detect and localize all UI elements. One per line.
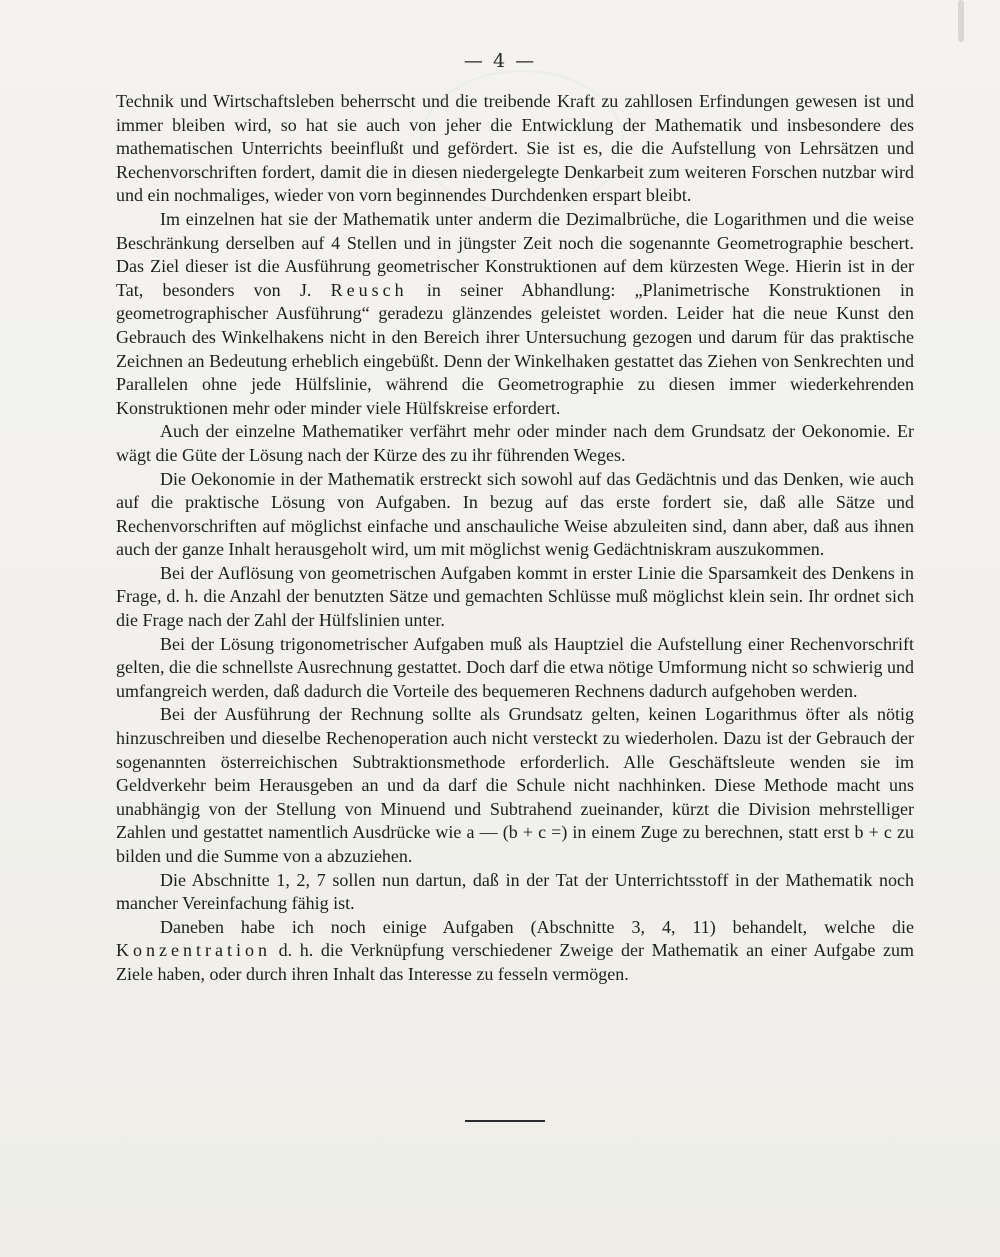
paragraph-9-text-b: d. h. die Verknüpfung verschiedener Zweige der Mathematik an einer Aufgabe zum Ziele haben, oder durch ihren Inhalt das Interesse zu fesseln vermögen. (116, 940, 914, 984)
paragraph-4-text: Die Oekonomie in der Mathematik erstreckt sich sowohl auf das Gedächtnis und das Denken, wie auch auf die praktische Lösung von Aufgaben. In bezug auf das erste fordert sie, daß alle Sätze und Rechenvorschriften auf möglichst einfache und anschauliche Weise abzuleiten sind, dann aber, daß aus ihnen auch der ganze Inhalt herausgeholt wird, um mit möglichst wenig Gedächtniskram auszukommen. (116, 468, 914, 560)
paragraph-3 (116, 420, 914, 467)
paragraph-8 (116, 869, 914, 916)
paragraph-2-text-b: in seiner Abhandlung: „Planimetrische Konstruktionen in geometrographischer Ausführung“ geradezu glänzendes geleistet worden. Leider hat die neue Kunst den Gebrauch des Winkelhakens nicht in den Bereich ihrer Untersuchung gezogen und darum für das praktische Zeichnen an Bedeutung erheblich eingebüßt. Denn der Winkelhaken gestattet das Ziehen von Senkrechten und Parallelen ohne jede Hülfslinie, während die Geometrographie zu diesen immer wiederkehrenden Konstruktionen mehr oder minder viele Hülfskreise erfordert. (116, 279, 914, 418)
paragraph-7-text: Bei der Ausführung der Rechnung sollte als Grundsatz gelten, keinen Logarithmus öfter als nötig hinzuschreiben und dieselbe Rechenoperation auch nicht versteckt zu wiederholen. Dazu ist der Gebrauch der sogenannten österreichischen Subtraktionsmethode erforderlich. Alle Geschäftsleute wenden sie im Geldverkehr beim Herausgeben an und da darf die Schule nicht nachhinken. Diese Methode macht uns unabhängig von der Stellung von Minuend und Subtrahend zueinander, kürzt die Division mehrstelliger Zahlen und gestattet namentlich Ausdrücke wie a — (b + c =) in einem Zuge zu berechnen, statt erst b + c zu bilden und die Summe von a abzuziehen. (116, 704, 914, 866)
paragraph-7 (116, 703, 914, 868)
paragraph-1 (116, 90, 914, 208)
paragraph-9 (116, 916, 914, 987)
paragraph-3-text: Auch der einzelne Mathematiker verfährt mehr oder minder nach dem Grundsatz der Oekonomie. Er wägt die Güte der Lösung nach der Kürze des zu ihr führenden Weges. (116, 421, 914, 465)
paragraph-8-text: Die Abschnitte 1, 2, 7 sollen nun dartun, daß in der Tat der Unterrichtsstoff in der Mathematik noch mancher Vereinfachung fähig ist. (116, 869, 914, 914)
page-number: — 4 — (463, 50, 537, 72)
paragraph-1-text: Technik und Wirtschaftsleben beherrscht und die treibende Kraft zu zahllosen Erfindungen gewesen ist und immer bleiben wird, so hat sie auch von jeher die Entwicklung der Mathematik und insbesondere des mathematischen Unterrichts beeinflußt und gefördert. Sie ist es, die die Aufstellung von Lehrsätzen und Rechenvorschriften fordert, damit die in diesen niedergelegte Denkarbeit zum weiteren Forschen nutzbar wird und ein nochmaliges, wieder von vorn beginnendes Durchdenken erspart bleibt. (116, 91, 914, 206)
paragraph-4 (116, 468, 914, 562)
paragraph-2 (116, 208, 914, 420)
author-name-reusch: Reusch (330, 279, 408, 300)
paragraph-2-text-a: Im einzelnen hat sie der Mathematik unter anderm die Dezimalbrüche, die Logarithmen und die weise Beschränkung derselben auf 4 Stellen und in jüngster Zeit noch die sogenannte Geometrographie beschert. Das Ziel dieser ist die Ausführung geometrischer Konstruktionen auf dem kürzesten Wege. Hierin ist in der Tat, besonders von J. (116, 208, 914, 300)
paragraph-9-text-a: Daneben habe ich noch einige Aufgaben (Abschnitte 3, 4, 11) behandelt, welche die (160, 916, 914, 937)
paragraph-5 (116, 562, 914, 633)
body-text (116, 90, 914, 987)
page-edge-mark (958, 0, 964, 42)
paragraph-6-text: Bei der Lösung trigonometrischer Aufgaben muß als Hauptziel die Aufstellung einer Rechenvorschrift gelten, die die schnellste Ausrechnung gestattet. Doch darf die etwa nötige Umformung nicht so schwierig und umfangreich werden, daß dadurch die Vorteile des bequemeren Rechnens dadurch aufgehoben werden. (116, 633, 914, 701)
end-rule (465, 1120, 545, 1122)
paragraph-6 (116, 633, 914, 704)
term-konzentration: Konzentration (116, 940, 271, 961)
paragraph-5-text: Bei der Auflösung von geometrischen Aufgaben kommt in erster Linie die Sparsamkeit des Denkens in Frage, d. h. die Anzahl der benutzten Sätze und gemachten Schlüsse muß möglichst klein sein. Ihr ordnet sich die Frage nach der Zahl der Hülfslinien unter. (116, 562, 914, 631)
